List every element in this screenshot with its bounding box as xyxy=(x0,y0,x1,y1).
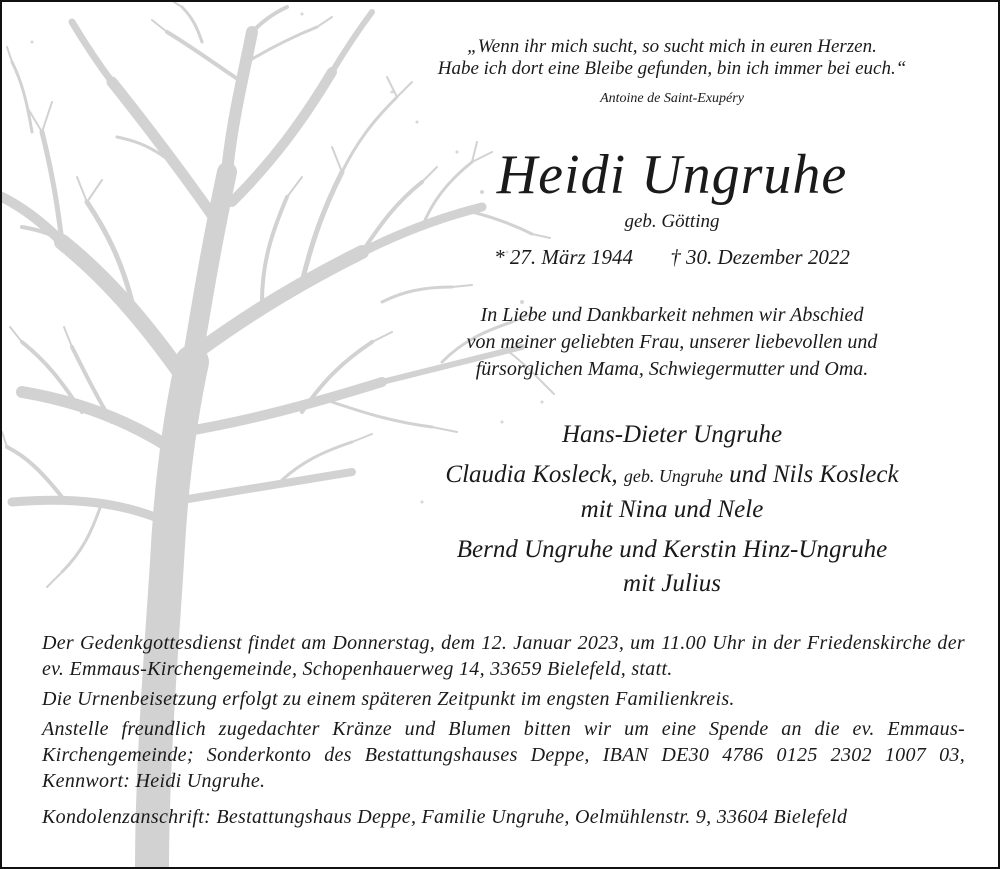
family-names xyxy=(372,418,972,601)
condolence-address: Kondolenzanschrift: Bestattungshaus Deppe, Familie Ungruhe, Oelmühlenstr. 9, 33604 Bielefeld xyxy=(42,806,848,828)
family-line: Hans-Dieter Ungruhe xyxy=(561,421,783,448)
birth-name: geb. Götting xyxy=(624,211,720,232)
burial-details: Die Urnenbeisetzung erfolgt zu einem späteren Zeitpunkt im engsten Familienkreis. xyxy=(42,688,735,710)
deceased-name: Heidi Ungruhe xyxy=(496,144,848,206)
farewell-text xyxy=(372,302,972,383)
farewell-line: von meiner geliebten Frau, unserer liebevollen und xyxy=(466,331,878,353)
death-date: † 30. Dezember 2022 xyxy=(670,245,850,269)
family-name-part: und Nils Kosleck xyxy=(729,461,899,488)
farewell-line: In Liebe und Dankbarkeit nehmen wir Abschied xyxy=(480,304,864,326)
quote xyxy=(372,36,972,80)
donation-details: Anstelle freundlich zugedachter Kränze und Blumen bitten wir um eine Spende an die ev. Emmaus-Kirchengemeinde; Sonderkonto des Bestattungshauses Deppe, IBAN DE30 4786 0125 2302 1007 03, Kennwort: Heidi Ungruhe. xyxy=(42,718,965,792)
farewell-line: fürsorglichen Mama, Schwiegermutter und Oma. xyxy=(475,358,869,380)
family-line: mit Julius xyxy=(623,570,721,597)
birth-date: * 27. März 1944 xyxy=(494,245,633,269)
family-line: Bernd Ungruhe und Kerstin Hinz-Ungruhe xyxy=(456,536,888,563)
family-name-part: Claudia Kosleck, xyxy=(445,461,618,488)
family-line: mit Nina und Nele xyxy=(580,496,764,523)
family-birth-name: geb. Ungruhe xyxy=(623,466,723,486)
quote-line: „Wenn ihr mich sucht, so sucht mich in euren Herzen. xyxy=(467,36,877,57)
quote-author: Antoine de Saint-Exupéry xyxy=(600,91,744,106)
family-line xyxy=(372,458,972,493)
service-details: Der Gedenkgottesdienst findet am Donnerstag, dem 12. Januar 2023, um 11.00 Uhr in der Friedenskirche der ev. Emmaus-Kirchengemeinde, Schopenhauerweg 14, 33659 Bielefeld, statt. xyxy=(42,632,965,680)
service-information xyxy=(42,630,965,834)
life-dates xyxy=(372,245,972,270)
quote-line: Habe ich dort eine Bleibe gefunden, bin ich immer bei euch.“ xyxy=(437,58,907,79)
